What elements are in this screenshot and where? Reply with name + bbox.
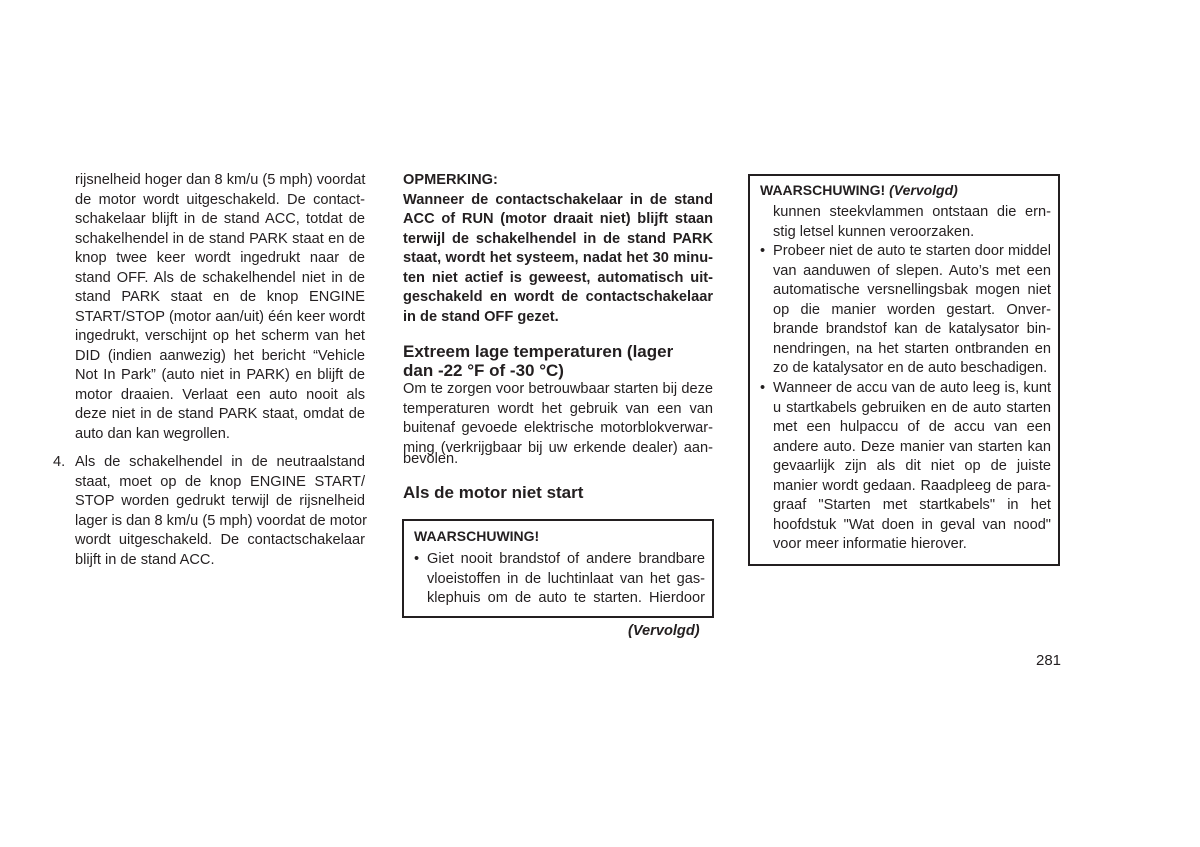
body-line: auto dan kan wegrollen. <box>75 425 230 442</box>
body-line: de motor wordt uitgeschakeld. De contact- <box>75 191 365 208</box>
warning-line: u startkabels gebruiken en de auto starten <box>773 399 1051 416</box>
note-line: ten niet actief is geweest, automatisch uit- <box>403 269 713 286</box>
warning-title-continued: (Vervolgd) <box>889 182 958 198</box>
body-line: stand PARK staat en de knop ENGINE <box>75 289 365 305</box>
warning-line: op die manier worden gestart. Onver- <box>773 301 1051 318</box>
body-line: Om te zorgen voor betrouwbaar starten bij deze <box>403 381 713 397</box>
body-line: schakelaar blijft in de stand ACC, totdat de <box>75 211 365 227</box>
body-line: rijsnelheid hoger dan 8 km/u (5 mph) voordat <box>75 172 366 188</box>
warning-line: met een hulpaccu of de accu van een <box>773 419 1051 435</box>
list-item-line: lager is dan 8 km/u (5 mph) voordat de motor <box>75 512 368 529</box>
warning-line: zo de katalysator en de auto beschadigen. <box>773 360 1048 376</box>
warning-box-continued <box>748 174 1060 566</box>
note-line: ACC of RUN (motor draait niet) blijft staan <box>403 211 713 227</box>
body-line: Not In Park” (auto niet in PARK) en blijft de <box>75 367 365 383</box>
list-item-number: 4. <box>53 454 66 470</box>
body-line: knop twee keer wordt ingedrukt naar de <box>75 250 365 266</box>
list-item-line: STOP worden gedrukt terwijl de rijsnelheid <box>75 493 365 509</box>
warning-line: brande brandstof kan de katalysator bin- <box>773 321 1051 337</box>
warning-line: andere auto. Deze manier van starten kan <box>773 438 1051 455</box>
body-line: temperaturen wordt het gebruik van een van <box>403 400 713 417</box>
note-line: Wanneer de contactschakelaar in de stand <box>403 191 713 208</box>
section-heading: Als de motor niet start <box>403 483 584 502</box>
page-number: 281 <box>1036 652 1062 669</box>
warning-line: automatische versnellingsbak mogen niet <box>773 282 1051 298</box>
warning-line: vloeistoffen in de luchtinlaat van het gas- <box>427 570 705 587</box>
note-line: terwijl de schakelhendel in de stand PARK <box>403 230 713 247</box>
warning-line: kunnen steekvlammen ontstaan die ern- <box>773 204 1051 220</box>
warning-line: hoofdstuk "Wat doen in geval van nood" <box>773 516 1051 533</box>
body-line: ingedrukt, verschijnt op het scherm van het <box>75 328 365 344</box>
note-line: in de stand OFF gezet. <box>403 308 559 325</box>
warning-line: voor meer informatie hierover. <box>773 536 967 552</box>
warning-box <box>402 519 714 618</box>
list-item-line: blijft in de stand ACC. <box>75 551 215 568</box>
warning-line: Probeer niet de auto te starten door middel <box>773 243 1051 259</box>
body-line: deze niet in de stand PARK staat, omdat de <box>75 406 365 422</box>
warning-line: manier wordt gedaan. Raadpleeg de para- <box>773 477 1051 494</box>
warning-line: van aanduwen of slepen. Auto’s met een <box>773 262 1051 279</box>
warning-line: stig letsel kunnen veroorzaken. <box>773 223 975 240</box>
body-line: schakelhendel in de stand PARK staat en de <box>75 230 365 247</box>
section-heading: dan -22 °F of -30 °C) <box>403 361 564 380</box>
warning-line: graaf "Starten met startkabels" in het <box>773 497 1051 513</box>
body-line: DID (indien aanwezig) het bericht “Vehicle <box>75 347 365 364</box>
section-heading: Extreem lage temperaturen (lager <box>403 342 674 361</box>
warning-line: gevaarlijk zijn als dit niet op de juiste <box>773 458 1051 474</box>
note-title: OPMERKING: <box>403 172 498 188</box>
note-line: staat, wordt het systeem, nadat het 30 minu- <box>403 250 713 266</box>
bullet-icon: • <box>414 551 420 567</box>
bullet-icon: • <box>760 380 766 396</box>
list-item-line: Als de schakelhendel in de neutraalstand <box>75 454 365 470</box>
body-line: motor draaien. Verlaat een auto nooit als <box>75 386 365 403</box>
warning-line: klephuis om de auto te starten. Hierdoor <box>427 590 705 606</box>
continued-label: (Vervolgd) <box>628 623 700 639</box>
warning-title <box>760 182 958 198</box>
body-line: START/STOP (motor aan/uit) één keer wordt <box>75 308 365 325</box>
body-line: ming (verkrijgbaar bij uw erkende dealer) aan- <box>403 439 713 456</box>
bullet-icon: • <box>760 243 766 259</box>
note-line: geschakeld en wordt de contactschakelaar <box>403 289 713 305</box>
warning-line: Wanneer de accu van de auto leeg is, kunt <box>773 380 1051 396</box>
body-line: buitenaf gevoede elektrische motorblokverwar- <box>403 420 713 436</box>
warning-line: nendringen, na het starten ontbranden en <box>773 340 1051 357</box>
warning-title: WAARSCHUWING! <box>414 528 540 544</box>
body-line: bevolen. <box>403 451 459 467</box>
list-item-line: staat, moet op de knop ENGINE START/ <box>75 473 365 490</box>
list-item-line: wordt uitgeschakeld. De contactschakelaar <box>75 532 365 548</box>
body-line: stand OFF. Als de schakelhendel niet in de <box>75 269 365 286</box>
warning-line: Giet nooit brandstof of andere brandbare <box>427 551 705 567</box>
warning-title-text: WAARSCHUWING! <box>760 182 886 198</box>
